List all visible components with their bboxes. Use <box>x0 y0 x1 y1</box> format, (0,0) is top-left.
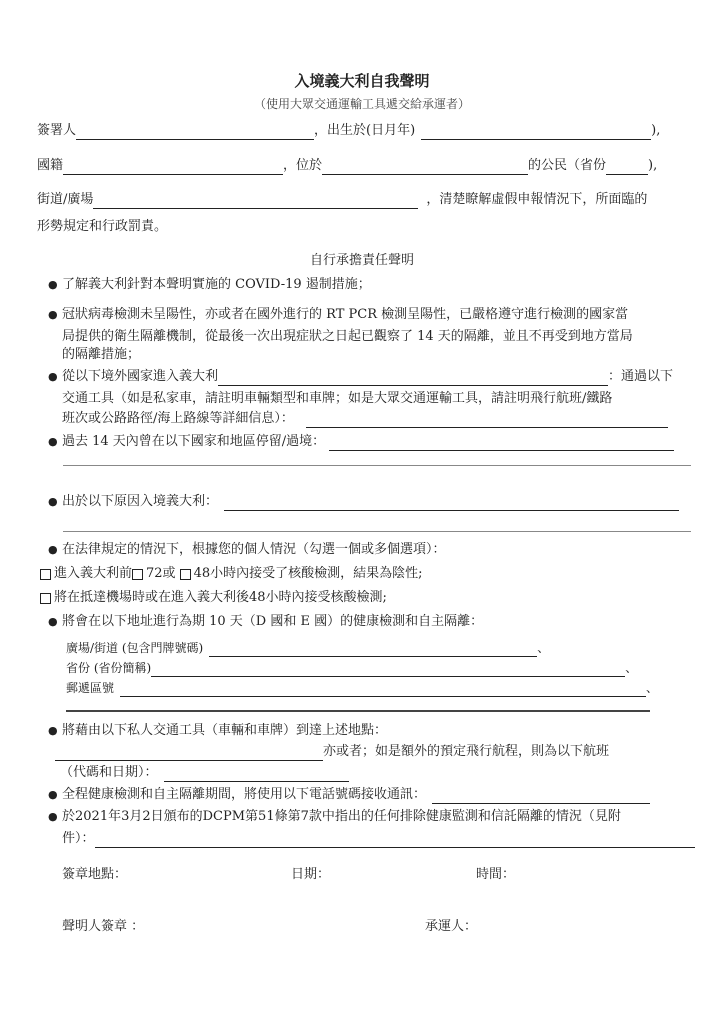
exemption-text: 於2021年3月2日頒布的DCPM第51條第7款中指出的任何排除健康監測和信託隔離的情況（見附 <box>62 809 621 824</box>
tested-before-label: 進入義大利前 <box>54 566 133 581</box>
phone-label: 全程健康檢測和自主隔離期間，將使用以下電話號碼接收通訊： <box>62 787 427 802</box>
transport-details-field[interactable] <box>306 413 668 428</box>
address-extra-field[interactable] <box>66 710 650 712</box>
bullet-origin-label: 從以下境外國家進入義大利 <box>62 369 219 384</box>
page-title: 入境義大利自我聲明 <box>294 72 430 90</box>
flight-alt-text: 亦或者；如是額外的預定飛行航程，則為以下航班 <box>323 744 610 759</box>
location-field[interactable] <box>322 160 528 175</box>
exemption-label: 件）： <box>62 831 95 846</box>
entry-reason-field-line2[interactable] <box>63 531 691 532</box>
section-title: 自行承擔責任聲明 <box>309 253 414 268</box>
close-paren-2: ), <box>648 158 658 173</box>
street-field[interactable] <box>93 194 418 209</box>
transport-text: 交通工具（如是私家車，請註明車輛類型和車牌；如是大眾交通運輸工具，請註明飛行航班/鐵路 <box>62 391 613 406</box>
province-field[interactable] <box>606 160 648 175</box>
transit-countries-field[interactable] <box>329 436 674 451</box>
page-subtitle: （使用大眾交通運輸工具遞交給承運者） <box>253 97 470 111</box>
signing-place-label: 簽章地點： <box>62 867 128 882</box>
bullet-test-line1: 冠狀病毒檢測未呈陽性，亦或者在國外進行的 RT PCR 檢測呈陽性，已嚴格遵守進行檢測的國家當 <box>62 307 629 322</box>
private-transport-field[interactable] <box>55 746 323 761</box>
entry-reason-field[interactable] <box>224 496 679 511</box>
address-street-field[interactable] <box>209 642 537 657</box>
located-label: ，位於 <box>283 158 323 173</box>
transit-countries-label: 過去 14 天內曾在以下國家和地區停留/過境： <box>62 434 326 449</box>
bullet-icon: ● <box>48 788 58 801</box>
address-postal-label: 郵遞區號 <box>66 681 115 695</box>
bullet-icon: ● <box>48 370 58 383</box>
awareness-text: ，清楚瞭解虛假申報情況下，所面臨的 <box>426 192 648 207</box>
carrier-label: 承運人： <box>425 919 478 934</box>
72h-label: 72或 <box>146 566 176 581</box>
origin-country-field[interactable] <box>218 371 608 386</box>
separator: 、 <box>537 641 550 655</box>
bullet-icon: ● <box>48 810 58 823</box>
signing-date-label: 日期： <box>291 867 331 882</box>
bullet-test-line2: 局提供的衛生隔離機制，從最後一次出現症狀之日起已觀察了 14 天的隔離，並且不再受到地方當局 <box>62 329 633 344</box>
flight-code-field[interactable] <box>164 767 349 782</box>
address-province-field[interactable] <box>151 662 625 677</box>
48h-label: 48小時內接受了核酸檢測，結果為陰性; <box>193 566 423 581</box>
address-province-label: 省份 (省份簡稱) <box>66 661 152 675</box>
close-paren: ), <box>651 123 661 138</box>
bullet-icon: ● <box>48 615 58 628</box>
birth-date-field[interactable] <box>421 125 651 140</box>
bullet-origin-tail: ：通過以下 <box>608 369 674 384</box>
test-on-arrival-label: 將在抵達機場時或在進入義大利後48小時內接受核酸檢測; <box>54 590 387 605</box>
phone-field[interactable] <box>432 789 650 804</box>
signer-name-field[interactable] <box>76 125 314 140</box>
transit-countries-field-line2[interactable] <box>63 465 691 466</box>
bullet-covid-measures: 了解義大利針對本聲明實施的 COVID-19 遏制措施； <box>62 277 371 292</box>
personal-situation-label: 在法律規定的情況下，根據您的個人情況（勾選一個或多個選項）： <box>62 542 446 557</box>
test-on-arrival-checkbox[interactable] <box>40 593 51 604</box>
bullet-icon: ● <box>48 435 58 448</box>
address-postal-field[interactable] <box>120 682 646 697</box>
entry-reason-label: 出於以下原因入境義大利： <box>62 494 219 509</box>
72h-checkbox[interactable] <box>132 569 143 580</box>
declarant-signature-label: 聲明人簽章 ： <box>62 919 145 934</box>
bullet-icon: ● <box>48 495 58 508</box>
separator: 、 <box>625 661 638 675</box>
nationality-label: 國籍 <box>37 158 64 173</box>
address-street-label: 廣場/街道 (包含門牌號碼) <box>66 641 204 655</box>
bullet-test-line3: 的隔離措施； <box>62 347 141 362</box>
birth-date-label: ，出生於(日月年) <box>314 123 416 138</box>
nationality-field[interactable] <box>63 160 283 175</box>
exemption-field[interactable] <box>95 833 695 848</box>
quarantine-address-label: 將會在以下地址進行為期 10 天（D 國和 E 國）的健康檢測和自主隔離： <box>62 614 484 629</box>
transport-details-label: 班次或公路路徑/海上路線等詳細信息）： <box>62 411 294 426</box>
48h-checkbox[interactable] <box>180 569 191 580</box>
bullet-icon: ● <box>48 543 58 556</box>
signer-label: 簽署人 <box>37 123 77 138</box>
citizen-label: 的公民（省份 <box>528 158 607 173</box>
bullet-icon: ● <box>48 308 58 321</box>
bullet-icon: ● <box>48 278 58 291</box>
street-label: 街道/廣場 <box>37 192 94 207</box>
signing-time-label: 時間： <box>476 867 516 882</box>
flight-code-label: （代碼和日期）： <box>60 765 158 780</box>
penalty-text: 形勢規定和行政罰責。 <box>37 219 168 234</box>
private-transport-label: 將藉由以下私人交通工具（車輛和車牌）到達上述地點： <box>62 723 388 738</box>
separator: 、 <box>646 681 659 695</box>
tested-before-checkbox[interactable] <box>40 569 51 580</box>
bullet-icon: ● <box>48 724 58 737</box>
